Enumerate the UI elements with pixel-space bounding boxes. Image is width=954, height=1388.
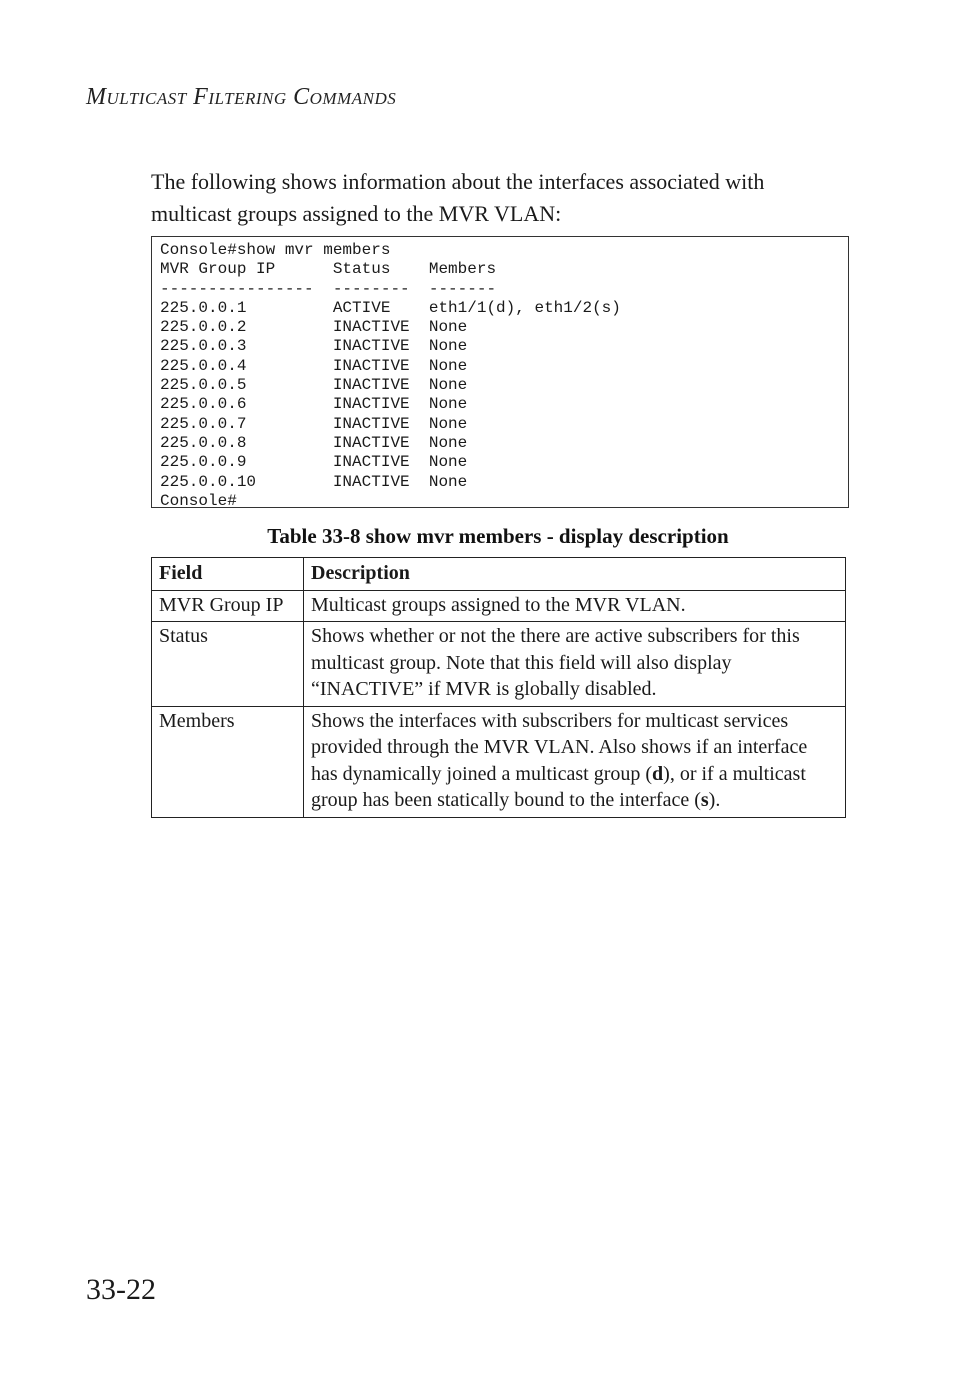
description-cell: [304, 706, 846, 817]
dynamic-flag: d: [652, 762, 664, 785]
console-line: MVR Group IP Status Members: [160, 260, 497, 279]
console-line: 225.0.0.4 INACTIVE None: [160, 356, 468, 375]
intro-paragraph: The following shows information about the interfaces associated with multicast groups assigned to the MVR VLAN:: [151, 169, 765, 226]
console-line: 225.0.0.3 INACTIVE None: [160, 337, 468, 356]
column-header-description: Description: [304, 558, 846, 591]
running-header: Multicast Filtering Commands: [86, 84, 397, 110]
page-number: 33-22: [86, 1273, 156, 1306]
table-row: [152, 622, 846, 707]
field-cell: Members: [152, 706, 304, 817]
console-line: 225.0.0.10 INACTIVE None: [160, 472, 468, 491]
console-line: 225.0.0.1 ACTIVE eth1/1(d), eth1/2(s): [160, 298, 621, 317]
field-cell: Status: [152, 622, 304, 707]
console-line: 225.0.0.7 INACTIVE None: [160, 414, 468, 433]
console-line: 225.0.0.6 INACTIVE None: [160, 395, 468, 414]
console-line: Console#: [160, 491, 237, 510]
description-text: ).: [708, 789, 721, 811]
console-line: 225.0.0.9 INACTIVE None: [160, 453, 468, 472]
description-cell: Shows whether or not the there are active subscribers for this multicast group. Note that this field will also display “INACTIVE” if MVR is globally disabled.: [304, 622, 846, 707]
console-output: [151, 236, 849, 508]
console-line: Console#show mvr members: [160, 241, 391, 259]
console-line: 225.0.0.2 INACTIVE None: [160, 318, 468, 337]
column-header-field: Field: [152, 558, 304, 591]
field-cell: MVR Group IP: [152, 590, 304, 622]
table-caption: Table 33-8 show mvr members - display description: [267, 524, 729, 548]
console-line: ---------------- -------- -------: [160, 279, 497, 298]
description-cell: Multicast groups assigned to the MVR VLAN.: [304, 590, 846, 622]
console-line: 225.0.0.8 INACTIVE None: [160, 433, 468, 452]
table-row: [152, 590, 846, 622]
description-text: ), or if a multicast group has been statically bound to the interface (: [311, 762, 806, 811]
static-flag: s: [700, 789, 709, 811]
table-row: [152, 706, 846, 817]
table-header-row: [152, 558, 846, 591]
console-line: 225.0.0.5 INACTIVE None: [160, 376, 468, 395]
description-table: [151, 557, 846, 818]
description-text: Shows the interfaces with subscribers for multicast services provided through the MVR VLAN. Also shows if an interface has dynamically joined a multicast group (: [311, 709, 808, 785]
